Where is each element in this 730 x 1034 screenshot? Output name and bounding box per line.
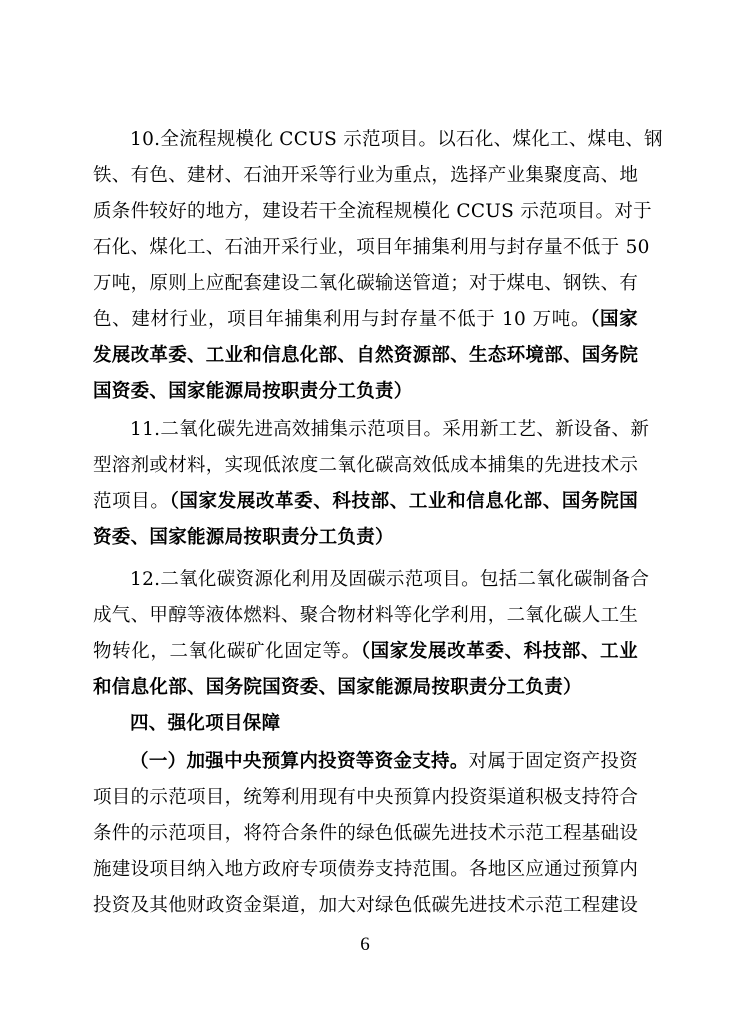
responsibility-text: （国家发展改革委、科技部、工业	[360, 641, 638, 662]
paragraph-line	[93, 338, 638, 374]
paragraph-line	[93, 484, 638, 520]
page-number: 6	[360, 934, 370, 955]
line-text: 万吨，原则上应配套建设二氧化碳输送管道；对于煤电、钢铁、有	[93, 273, 639, 294]
paragraph-line	[93, 888, 638, 924]
line-text: 石化、煤化工、石油开采行业，项目年捕集利用与封存量不低于 50	[93, 237, 650, 258]
line-text: 铁、有色、建材、石油开采等行业为重点，选择产业集聚度高、地	[93, 165, 639, 186]
paragraph-line	[93, 634, 638, 670]
line-text: 条件的示范项目，将符合条件的绿色低碳先进技术示范工程基础设	[93, 823, 639, 844]
section-heading	[130, 706, 638, 742]
paragraph-line	[130, 744, 638, 780]
line-text: 色、建材行业，项目年捕集利用与封存量不低于 10 万吨。	[93, 309, 591, 330]
responsibility-text: 国资委、国家能源局按职责分工负责）	[93, 381, 413, 402]
responsibility-text: 和信息化部、国务院国资委、国家能源局按职责分工负责）	[93, 677, 582, 698]
paragraph-line	[93, 780, 638, 816]
paragraph-line	[130, 562, 650, 598]
line-text: 10.全流程规模化 CCUS 示范项目。以石化、煤化工、煤电、钢	[130, 129, 663, 150]
paragraph-line	[93, 194, 652, 230]
paragraph-line	[93, 852, 638, 888]
paragraph-line	[93, 448, 638, 484]
line-text: 11.二氧化碳先进高效捕集示范项目。采用新工艺、新设备、新	[130, 419, 650, 440]
paragraph-line	[93, 158, 638, 194]
line-text: 项目的示范项目，统筹利用现有中央预算内投资渠道积极支持符合	[93, 787, 639, 808]
paragraph-line	[93, 230, 650, 266]
line-text: 型溶剂或材料，实现低浓度二氧化碳高效低成本捕集的先进技术示	[93, 455, 639, 476]
line-text: 对属于固定资产投资	[468, 751, 638, 772]
responsibility-text: （国家	[590, 309, 638, 330]
paragraph-line	[93, 302, 638, 338]
line-text: 质条件较好的地方，建设若干全流程规模化 CCUS 示范项目。对于	[93, 201, 652, 222]
subheading-text: （一）加强中央预算内投资等资金支持。	[130, 751, 469, 772]
line-text: 范项目。	[93, 491, 170, 512]
responsibility-text: （国家发展改革委、科技部、工业和信息化部、国务院国	[169, 491, 638, 512]
responsibility-text: 资委、国家能源局按职责分工负责）	[93, 527, 394, 548]
line-text: 物转化，二氧化碳矿化固定等。	[93, 641, 361, 662]
paragraph-line	[93, 266, 638, 302]
paragraph-line	[93, 374, 638, 410]
paragraph-line	[93, 816, 638, 852]
paragraph-line	[93, 520, 638, 556]
paragraph-line	[130, 412, 650, 448]
line-text: 成气、甲醇等液体燃料、聚合物材料等化学利用，二氧化碳人工生	[93, 605, 639, 626]
line-text: 投资及其他财政资金渠道，加大对绿色低碳先进技术示范工程建设	[93, 895, 639, 916]
paragraph-line	[93, 670, 638, 706]
paragraph-line	[130, 122, 663, 158]
line-text: 施建设项目纳入地方政府专项债券支持范围。各地区应通过预算内	[93, 859, 639, 880]
heading-text: 四、强化项目保障	[130, 713, 281, 734]
paragraph-line	[93, 598, 638, 634]
responsibility-text: 发展改革委、工业和信息化部、自然资源部、生态环境部、国务院	[93, 345, 639, 366]
line-text: 12.二氧化碳资源化利用及固碳示范项目。包括二氧化碳制备合	[130, 569, 650, 590]
